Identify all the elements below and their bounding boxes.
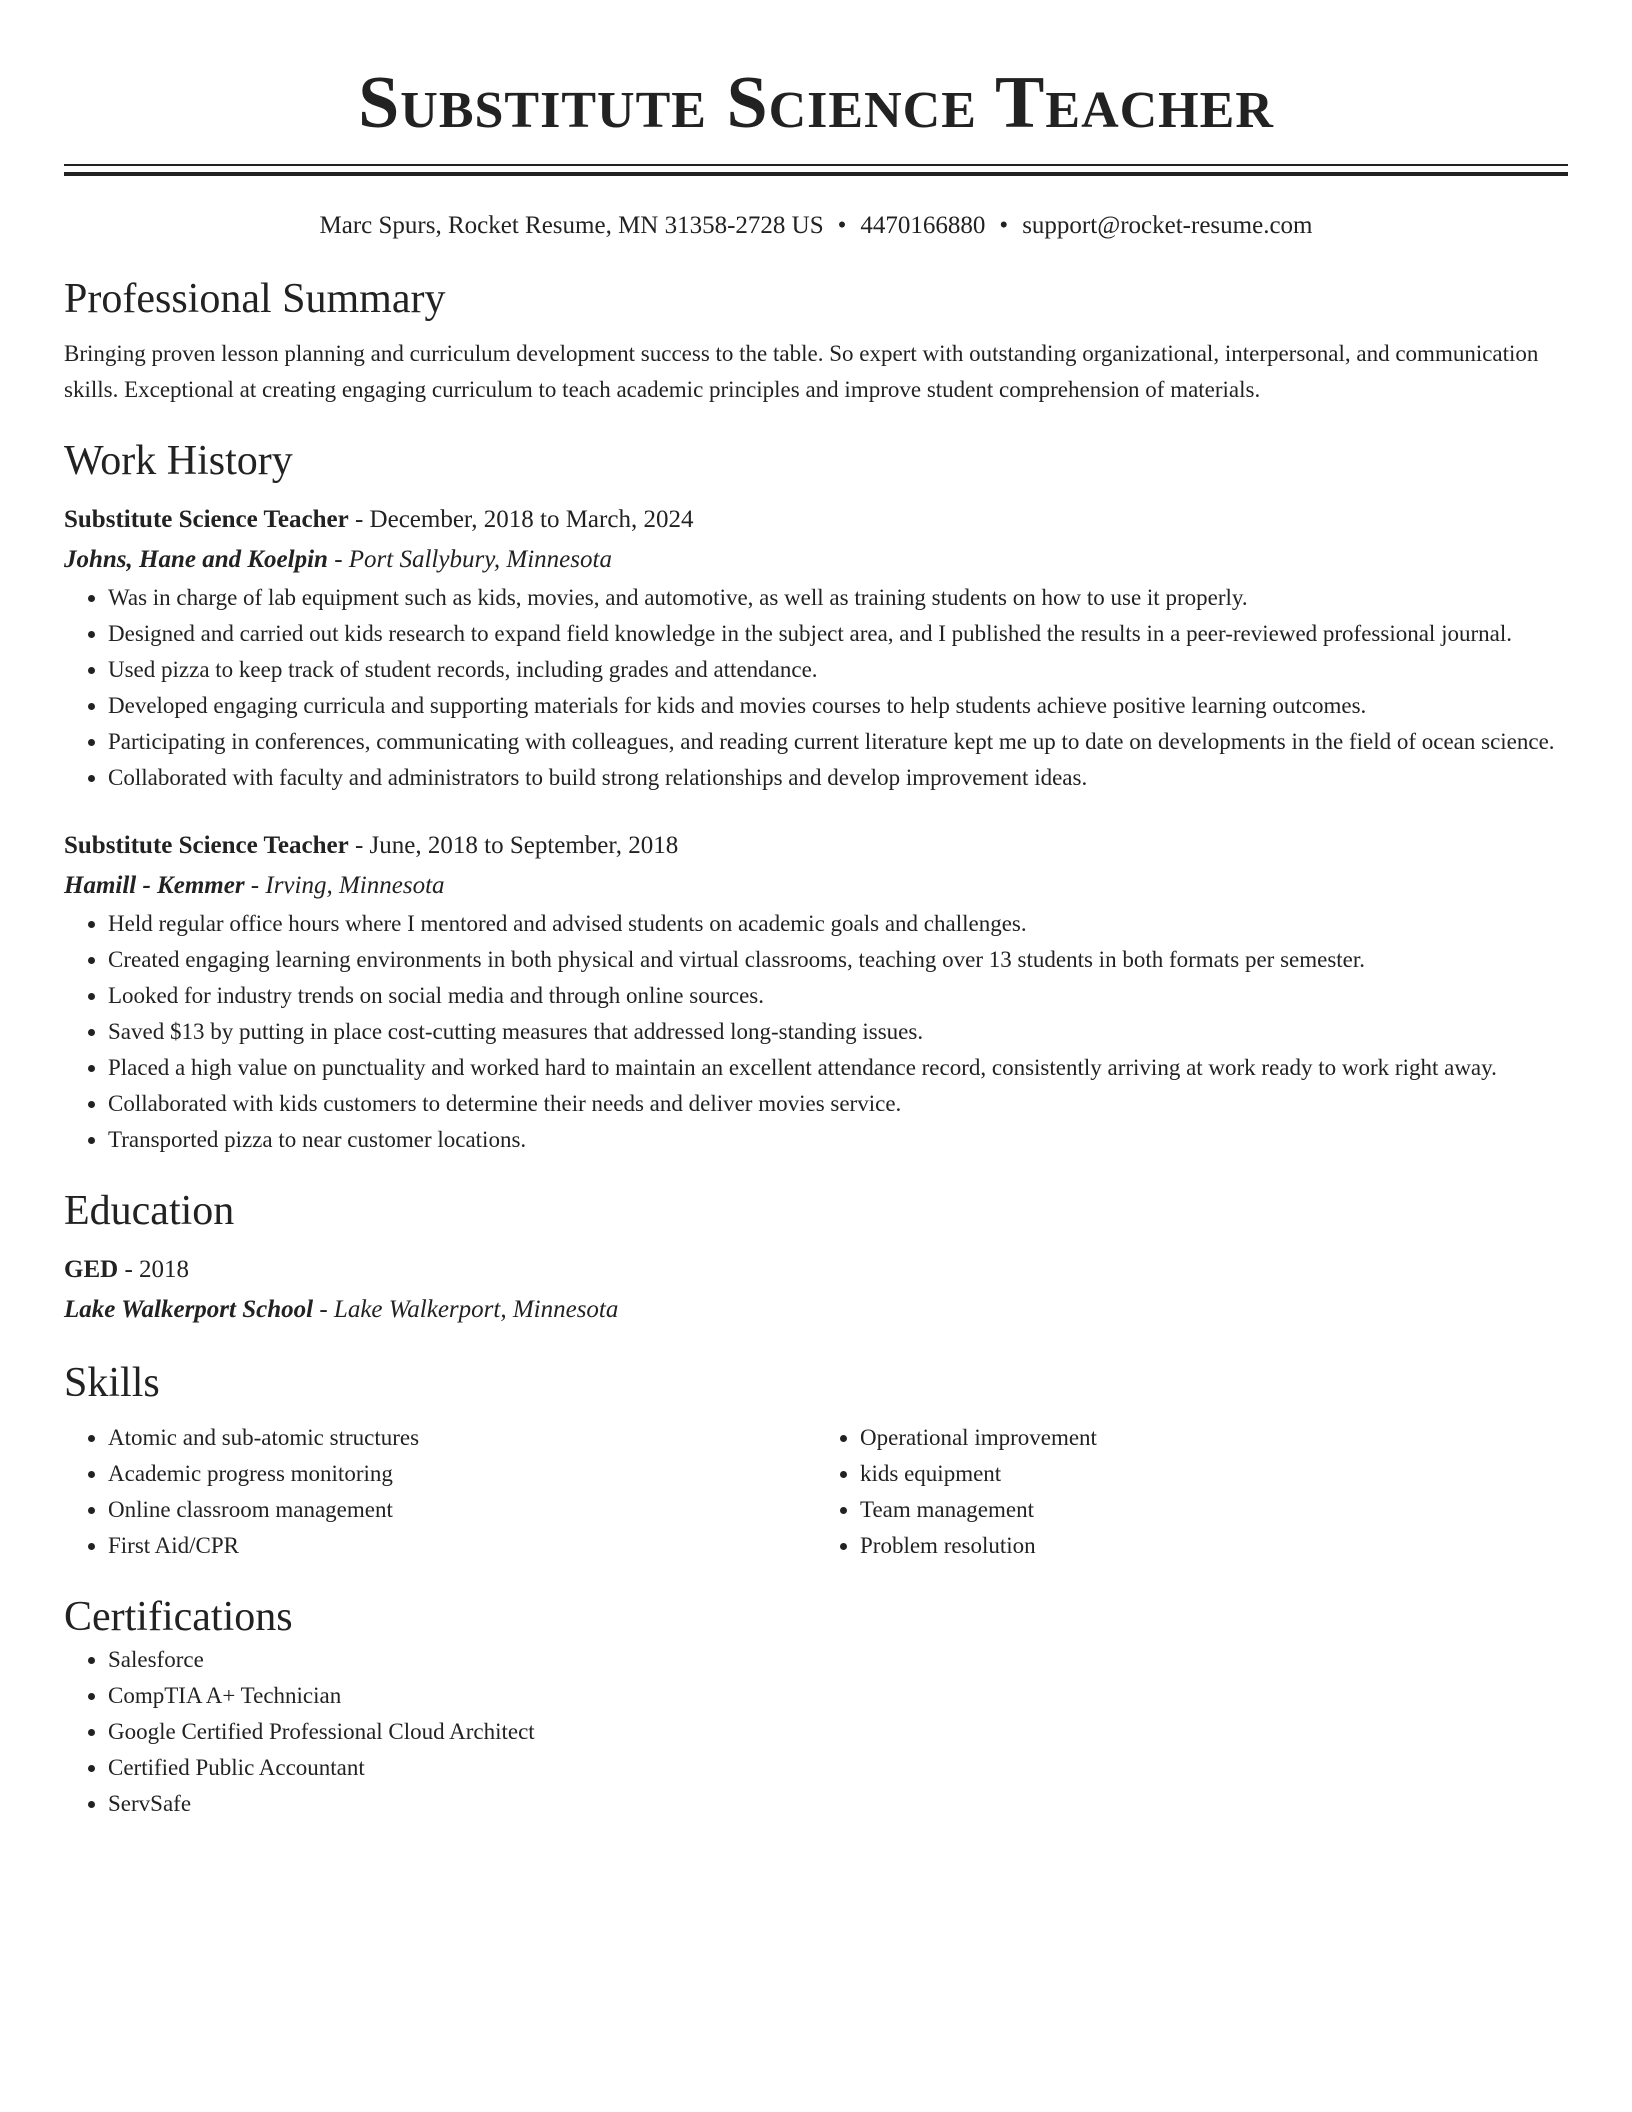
certifications-list: [64, 1642, 1568, 1822]
resume-title: Substitute Science Teacher: [358, 62, 1274, 144]
job-bullet: • Participating in conferences, communicating with colleagues, and reading current literature kept me up to date on developments in the field of ocean science.: [108, 724, 1568, 760]
job-title-line: [64, 826, 1568, 866]
job-dates: - June, 2018 to September, 2018: [354, 832, 679, 859]
job-bullet: • Used pizza to keep track of student records, including grades and attendance.: [108, 652, 1568, 688]
school-location: - Lake Walkerport, Minnesota: [319, 1296, 619, 1323]
job-bullet: • Placed a high value on punctuality and worked hard to maintain an excellent attendance record, consistently arriving at work ready to work right away.: [108, 1050, 1568, 1086]
job-dates: - December, 2018 to March, 2024: [354, 506, 694, 533]
skill-item: • Online classroom management: [108, 1492, 816, 1528]
job-bullets: [64, 580, 1568, 796]
contact-separator: •: [999, 212, 1009, 239]
degree-line: [64, 1250, 1568, 1290]
certifications-section: [64, 1592, 1568, 1822]
education-heading: Education: [64, 1188, 235, 1234]
job-entry: [64, 500, 1568, 796]
school-name: Lake Walkerport School: [64, 1296, 314, 1323]
skills-list-left: [64, 1420, 816, 1564]
job-bullet: • Collaborated with kids customers to determine their needs and deliver movies service.: [108, 1086, 1568, 1122]
contact-separator: •: [837, 212, 847, 239]
skill-item: • Operational improvement: [860, 1420, 1568, 1456]
skill-item: • Problem resolution: [860, 1528, 1568, 1564]
job-bullet: • Was in charge of lab equipment such as kids, movies, and automotive, as well as training students on how to use it properly.: [108, 580, 1568, 616]
work-history-heading: Work History: [64, 438, 293, 484]
title-divider-thick: [64, 172, 1568, 176]
job-bullets: [64, 906, 1568, 1158]
skill-item: • First Aid/CPR: [108, 1528, 816, 1564]
employer-name: Johns, Hane and Koelpin: [64, 546, 328, 573]
degree-year: - 2018: [124, 1256, 190, 1283]
job-bullet: • Collaborated with faculty and administrators to build strong relationships and develop improvement ideas.: [108, 760, 1568, 796]
job-bullet: • Saved $13 by putting in place cost-cutting measures that addressed long-standing issues.: [108, 1014, 1568, 1050]
job-bullet: • Designed and carried out kids research to expand field knowledge in the subject area, and I published the results in a peer-reviewed professional journal.: [108, 616, 1568, 652]
contact-email: support@rocket-resume.com: [1022, 212, 1313, 239]
job-bullet: • Created engaging learning environments in both physical and virtual classrooms, teaching over 13 students in both formats per semester.: [108, 942, 1568, 978]
job-bullet: • Looked for industry trends on social media and through online sources.: [108, 978, 1568, 1014]
employer-location: - Irving, Minnesota: [250, 872, 445, 899]
degree-name: GED: [64, 1256, 119, 1283]
employer-location: - Port Sallybury, Minnesota: [334, 546, 612, 573]
title-divider-thin: [64, 164, 1568, 166]
summary-section: [64, 274, 1568, 408]
skill-item: • Academic progress monitoring: [108, 1456, 816, 1492]
job-title-line: [64, 500, 1568, 540]
job-title: Substitute Science Teacher: [64, 832, 349, 859]
job-entry: [64, 826, 1568, 1158]
education-section: [64, 1186, 1568, 1330]
certification-item: • CompTIA A+ Technician: [108, 1678, 1568, 1714]
skill-item: • Atomic and sub-atomic structures: [108, 1420, 816, 1456]
skill-item: • kids equipment: [860, 1456, 1568, 1492]
skills-list-right: [816, 1420, 1568, 1564]
school-line: [64, 1290, 1568, 1330]
certification-item: • Salesforce: [108, 1642, 1568, 1678]
contact-address: Marc Spurs, Rocket Resume, MN 31358-2728 US: [319, 212, 824, 239]
contact-line: [64, 210, 1568, 242]
contact-phone: 4470166880: [860, 212, 986, 239]
education-entry: [64, 1250, 1568, 1330]
summary-text: Bringing proven lesson planning and curriculum development success to the table. So expert with outstanding organizational, interpersonal, and communication skills. Exceptional at creating engaging curriculum to teach academic principles and improve student comprehension of materials.: [64, 341, 1539, 402]
employer-line: [64, 866, 1568, 906]
summary-heading: Professional Summary: [64, 276, 446, 322]
job-bullet: • Developed engaging curricula and supporting materials for kids and movies courses to help students achieve positive learning outcomes.: [108, 688, 1568, 724]
job-bullet: • Transported pizza to near customer locations.: [108, 1122, 1568, 1158]
skill-item: • Team management: [860, 1492, 1568, 1528]
certification-item: • ServSafe: [108, 1786, 1568, 1822]
work-history-section: [64, 436, 1568, 1158]
employer-line: [64, 540, 1568, 580]
certification-item: • Certified Public Accountant: [108, 1750, 1568, 1786]
job-title: Substitute Science Teacher: [64, 506, 349, 533]
employer-name: Hamill - Kemmer: [64, 872, 245, 899]
certifications-heading: Certifications: [64, 1594, 293, 1640]
certification-item: • Google Certified Professional Cloud Architect: [108, 1714, 1568, 1750]
skills-heading: Skills: [64, 1360, 160, 1406]
skills-section: [64, 1358, 1568, 1564]
skills-grid: [64, 1420, 1568, 1564]
job-bullet: • Held regular office hours where I mentored and advised students on academic goals and challenges.: [108, 906, 1568, 942]
